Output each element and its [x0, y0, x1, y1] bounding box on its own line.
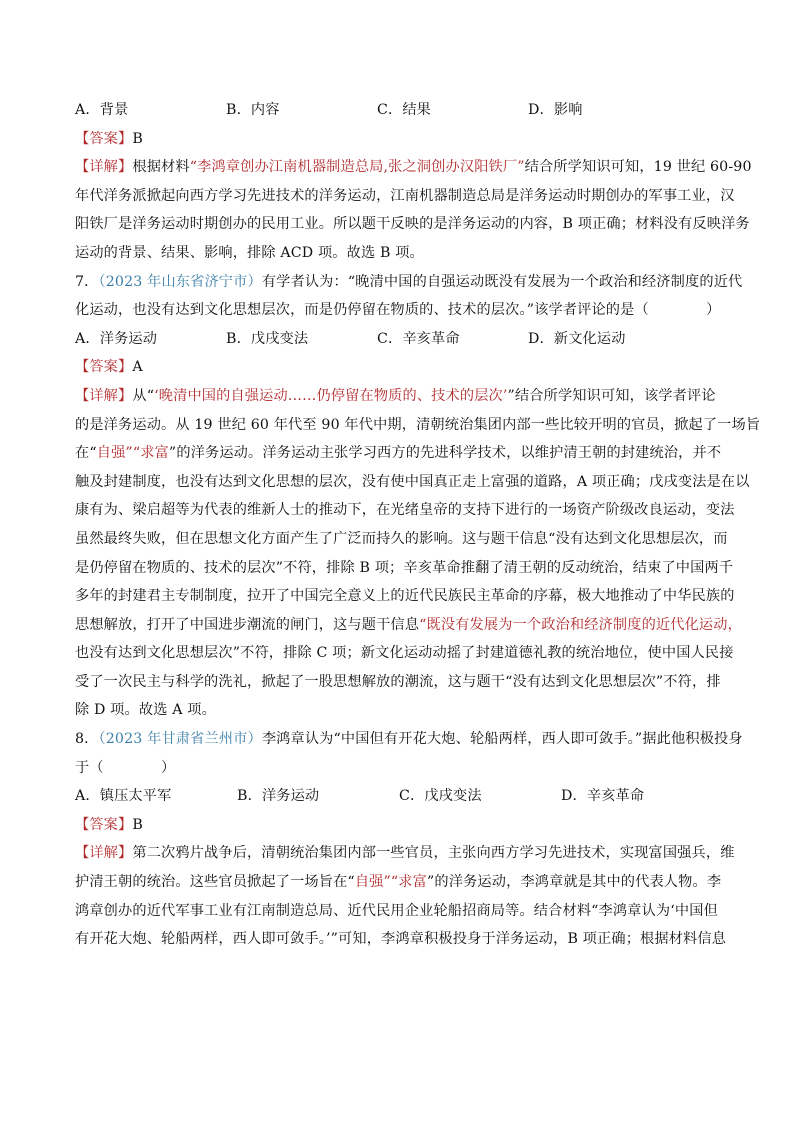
- detail-text: 思想解放，打开了中国进步潮流的闸门，这与题干信息: [75, 616, 420, 633]
- detail-line: 虽然最终失败，但在思想文化方面产生了广泛而持久的影响。这与题干信息“没有达到文化思想层次，而: [75, 530, 728, 547]
- answer-line-q7: [75, 353, 725, 382]
- option-d: D．新文化运动: [528, 330, 626, 347]
- detail-tag: 【详解】: [75, 845, 133, 862]
- question-source: （2023 年山东省济宁市）: [98, 273, 262, 290]
- option-b: B．戊戌变法: [226, 330, 309, 347]
- option-c: C．戊戌变法: [399, 788, 482, 805]
- detail-line: 除 D 项。故选 A 项。: [75, 702, 216, 719]
- detail-line: 受了一次民主与科学的洗礼，掀起了一股思想解放的潮流，这与题干“没有达到文化思想层次”不符，排: [75, 673, 721, 690]
- question-text: 于（ ）: [75, 759, 176, 776]
- answer-value: A: [132, 359, 143, 376]
- answer-tag: 【答案】: [75, 359, 133, 376]
- detail-line: [75, 839, 735, 868]
- detail-text: ”结合所学知识可知，该学者评论: [507, 387, 716, 404]
- option-b: B．内容: [226, 102, 280, 118]
- detail-quote: “李鸿章创办江南机器制造总局,张之洞创办汉阳铁厂”: [189, 159, 525, 176]
- options-row-q8: [75, 782, 725, 811]
- question-number: 8．: [75, 731, 99, 748]
- detail-text: 在“: [75, 445, 97, 462]
- detail-line: [75, 868, 725, 897]
- option-a: A．镇压太平军: [75, 788, 172, 805]
- answer-tag: 【答案】: [75, 130, 133, 147]
- detail-line: [75, 382, 725, 411]
- detail-line: 年代洋务派掀起向西方学习先进技术的洋务运动，江南机器制造总局是洋务运动时期创办的军事工业，汉: [75, 187, 735, 204]
- answer-line-prev: [75, 125, 725, 154]
- detail-quote: ‘晚清中国的自强运动……仍停留在物质的、技术的层次’: [154, 387, 508, 404]
- detail-tag: 【详解】: [75, 387, 133, 404]
- detail-line: 的是洋务运动。从 19 世纪 60 年代至 90 年代中期，清朝统治集团内部一些比较开明的官员，掀起了一场旨: [75, 416, 761, 433]
- document-page: [75, 96, 761, 954]
- option-c: C．辛亥革命: [377, 330, 460, 347]
- detail-line: [75, 153, 752, 182]
- detail-text: 第二次鸦片战争后，清朝统治集团内部一些官员，主张向西方学习先进技术，实现富国强兵，维: [132, 845, 735, 862]
- question-number: 7．: [75, 273, 99, 290]
- detail-tag: 【详解】: [75, 159, 133, 176]
- question-text: 化运动，也没有达到文化思想层次，而是仍停留在物质的、技术的层次。”该学者评论的是（ ）: [75, 302, 721, 319]
- detail-line: 是仍停留在物质的、技术的层次”不符，排除 B 项；辛亥革命推翻了清王朝的反动统治，结束了中国两千: [75, 559, 734, 576]
- option-d: D．辛亥革命: [561, 788, 645, 805]
- detail-text: 根据材料: [132, 159, 190, 176]
- option-c: C．结果: [377, 102, 432, 118]
- detail-quote: “既没有发展为一个政治和经济制度的近代化运动，: [419, 616, 742, 633]
- answer-value: B: [132, 130, 143, 147]
- detail-text: ”的洋务运动。洋务运动主张学习西方的先进科学技术，以维护清王朝的封建统治，并不: [168, 445, 722, 462]
- detail-quote: 自强”“求富: [96, 445, 169, 462]
- detail-line: 也没有达到文化思想层次”不符，排除 C 项；新文化运动动摇了封建道德礼教的统治地位，使中国人民接: [75, 645, 734, 662]
- question-text: 李鸿章认为“中国但有开花大炮、轮船两样，西人即可敛手。”据此他积极投身: [261, 731, 743, 748]
- question-text: 有学者认为：“晚清中国的自强运动既没有发展为一个政治和经济制度的近代: [261, 273, 743, 290]
- detail-line: 鸿章创办的近代军事工业有江南制造总局、近代民用企业轮船招商局等。结合材料“李鸿章认为‘中国但: [75, 902, 718, 919]
- question-source: （2023 年甘肃省兰州市）: [98, 731, 262, 748]
- question-7-stem: [75, 268, 743, 297]
- option-a: A．洋务运动: [75, 330, 158, 347]
- answer-tag: 【答案】: [75, 816, 133, 833]
- detail-line: 触及封建制度，也没有达到文化思想的层次，没有使中国真正走上富强的道路，A 项正确；戊戌变法是在以: [75, 473, 750, 490]
- detail-line: [75, 611, 742, 640]
- option-d: D．影响: [528, 102, 583, 118]
- detail-text: 结合所学知识可知，19 世纪 60-90: [524, 159, 752, 176]
- detail-line: 阳铁厂是洋务运动时期创办的民用工业。所以题干反映的是洋务运动的内容，B 项正确；材料没有反映洋务: [75, 216, 750, 233]
- detail-line: [75, 439, 725, 468]
- answer-value: B: [132, 816, 143, 833]
- option-b: B．洋务运动: [237, 788, 320, 805]
- detail-text: 护清王朝的统治。这些官员掀起了一场旨在“: [75, 874, 355, 891]
- detail-quote: 自强”“求富: [354, 874, 427, 891]
- options-row-prev: [75, 96, 725, 125]
- option-a: A．背景: [75, 102, 129, 118]
- detail-line: 多年的封建君主专制制度，拉开了中国完全意义上的近代民族民主革命的序幕，极大地推动了中华民族的: [75, 588, 735, 605]
- detail-line: 康有为、梁启超等为代表的维新人士的推动下，在光绪皇帝的支持下进行的一场资产阶级改良运动，变法: [75, 502, 735, 519]
- detail-line: 运动的背景、结果、影响，排除 ACD 项。故选 B 项。: [75, 244, 424, 261]
- detail-text: ”的洋务运动，李鸿章就是其中的代表人物。李: [427, 874, 722, 891]
- question-8-stem: [75, 725, 743, 754]
- options-row-q7: [75, 325, 725, 354]
- detail-text: 从“: [132, 387, 155, 404]
- detail-line: 有开花大炮、轮船两样，西人即可敛手。’”可知，李鸿章积极投身于洋务运动，B 项正确；根据材料信息: [75, 931, 727, 948]
- answer-line-q8: [75, 811, 725, 840]
